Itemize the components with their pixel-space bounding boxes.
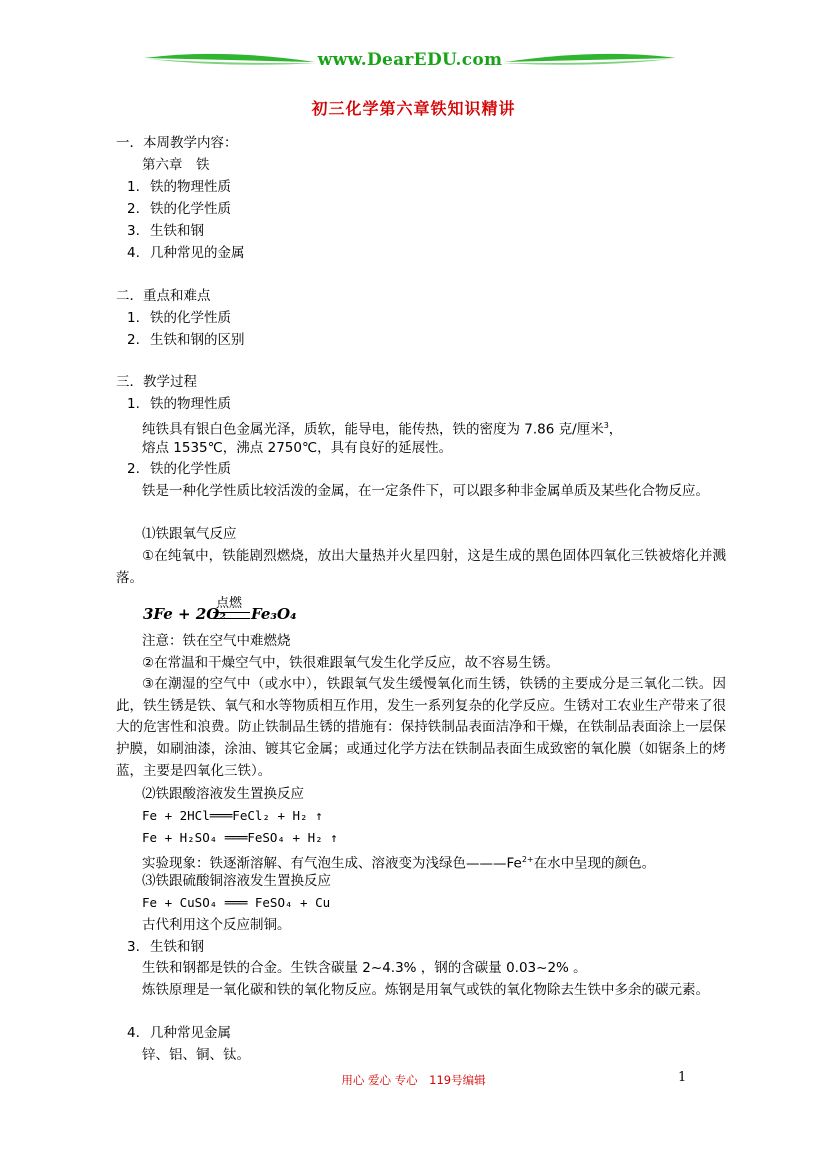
subsection-heading: 2. 铁的化学性质 bbox=[127, 461, 231, 477]
list-item: 3. 生铁和钢 bbox=[127, 223, 204, 239]
sub-heading: ⑶铁跟硫酸铜溶液发生置换反应 bbox=[142, 873, 331, 889]
page-number: 1 bbox=[678, 1070, 687, 1085]
subsection-heading: 1. 铁的物理性质 bbox=[127, 396, 231, 412]
equation-condition: 点燃 bbox=[216, 596, 243, 611]
section-heading: 三．教学过程 bbox=[116, 374, 197, 390]
subsection-heading: 4. 几种常见金属 bbox=[127, 1025, 231, 1041]
subsection-heading: 3. 生铁和钢 bbox=[127, 939, 204, 955]
paragraph-line: ②在常温和干燥空气中，铁很难跟氧气发生化学反应，故不容易生锈。 bbox=[142, 655, 560, 671]
paragraph: ③在潮湿的空气中（或水中），铁跟氧气发生缓慢氧化而生锈，铁锈的主要成分是三氧化二铁。因此，铁生锈是铁、氧气和水等物质相互作用，发生一系列复杂的化学反应。生锈对工农业生产带来了很大的危害性和浪费。防止铁制品生锈的措施有：保持铁制品表面洁净和干燥，在铁制品表面涂上一层保护膜，如刷油漆，涂油、镀其它金属；或通过化学方法在铁制品表面生成致密的氧化膜（如锯条上的烤蓝，主要是四氧化三铁）。 bbox=[116, 676, 726, 779]
equation-equals-sign bbox=[213, 612, 250, 619]
paragraph: ①在纯氧中，铁能剧烈燃烧，放出大量热并火星四射，这是生成的黑色固体四氧化三铁被熔化并溅落。 bbox=[116, 548, 726, 586]
list-item: 1. 铁的物理性质 bbox=[127, 179, 231, 195]
paragraph-line: 生铁和钢都是铁的合金。生铁含碳量 2~4.3% ，钢的含碳量 0.03~2% 。 bbox=[142, 960, 587, 976]
paragraph-line: 锌、铝、铜、钛。 bbox=[142, 1047, 250, 1063]
equation-rhs: Fe₃O₄ bbox=[251, 605, 297, 623]
list-item: 4. 几种常见的金属 bbox=[127, 245, 245, 261]
paragraph: 炼铁原理是一氧化碳和铁的氧化物反应。炼钢是用氧气或铁的氧化物除去生铁中多余的碳元素。 bbox=[142, 982, 709, 998]
equation-line: Fe + 2HCl═══FeCl₂ + H₂ ↑ bbox=[142, 808, 323, 823]
section-heading: 一．本周教学内容： bbox=[116, 135, 238, 151]
document-title: 初三化学第六章铁知识精讲 bbox=[311, 99, 516, 118]
list-item: 1. 铁的化学性质 bbox=[127, 310, 231, 326]
section-heading: 二．重点和难点 bbox=[116, 288, 211, 304]
chapter-label: 第六章 铁 bbox=[142, 157, 210, 173]
note-line: 注意：铁在空气中难燃烧 bbox=[142, 633, 291, 649]
site-banner bbox=[140, 44, 680, 80]
equation-lhs: 3Fe + 2O₂ bbox=[143, 605, 226, 623]
equation-line: Fe + CuSO₄ ═══ FeSO₄ + Cu bbox=[142, 895, 331, 910]
paragraph-line: 熔点 1535℃，沸点 2750℃，具有良好的延展性。 bbox=[142, 440, 453, 456]
list-item: 2. 生铁和钢的区别 bbox=[127, 332, 245, 348]
combustion-equation bbox=[143, 595, 303, 627]
paragraph-line: 纯铁具有银白色金属光泽，质软，能导电，能传热，铁的密度为 7.86 克/厘米$^3$， bbox=[142, 421, 623, 438]
paragraph-line: 实验现象：铁逐渐溶解、有气泡生成、溶液变为浅绿色$———Fe^{2+}$在水中呈现的颜色。 bbox=[142, 855, 656, 872]
page-footer: 用心 爱心 专心 119号编辑 bbox=[341, 1073, 486, 1087]
sub-heading: ⑵铁跟酸溶液发生置换反应 bbox=[142, 786, 304, 802]
site-url[interactable]: www.DearEDU.com bbox=[317, 50, 503, 70]
paragraph-line: 古代利用这个反应制铜。 bbox=[142, 917, 291, 933]
equation-line: Fe + H₂SO₄ ═══FeSO₄ + H₂ ↑ bbox=[142, 830, 338, 845]
list-item: 2. 铁的化学性质 bbox=[127, 201, 231, 217]
sub-heading: ⑴铁跟氧气反应 bbox=[142, 526, 237, 542]
paragraph: 铁是一种化学性质比较活泼的金属，在一定条件下，可以跟多种非金属单质及某些化合物反应。 bbox=[142, 483, 709, 499]
